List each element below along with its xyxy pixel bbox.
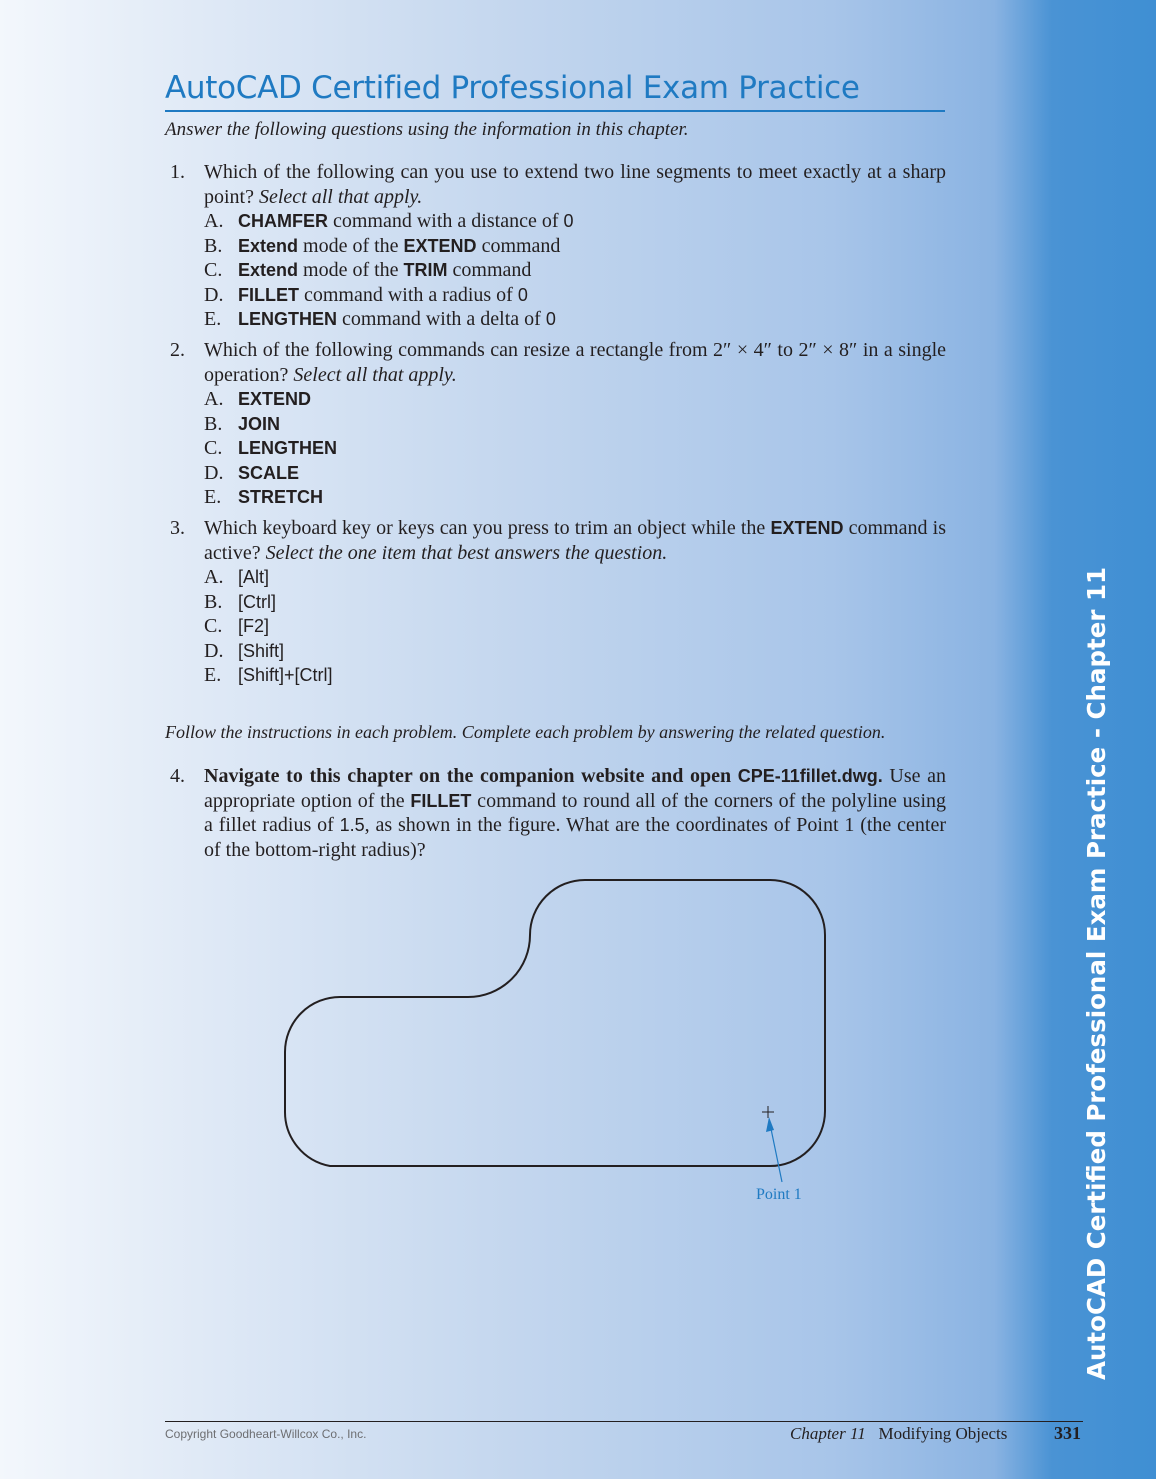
question-1 xyxy=(170,160,946,332)
answer-option-b: B. JOIN xyxy=(204,412,281,435)
question-number: 4. xyxy=(170,765,185,787)
footer-divider xyxy=(165,1421,1083,1422)
problem-4 xyxy=(170,764,952,862)
filleted-polyline xyxy=(285,880,825,1166)
answer-option-a: A. EXTEND xyxy=(204,388,312,410)
answer-option-d: D. SCALE xyxy=(204,461,300,484)
point-1-marker xyxy=(762,1106,774,1118)
answer-option-d: D. FILLET command with a radius of 0 xyxy=(204,283,528,306)
copyright-notice: Copyright Goodheart-Willcox Co., Inc. xyxy=(165,1427,367,1441)
question-stem: Which keyboard key or keys can you press to trim an object while the EXTEND command is active? Select the one item that best answers the question. xyxy=(204,517,951,564)
problem-instructions: Follow the instructions in each problem. Complete each problem by answering the related question. xyxy=(165,722,886,742)
answer-option-e: E. LENGTHEN command with a delta of 0 xyxy=(204,308,556,330)
answer-option-d: D. [Shift] xyxy=(204,639,285,662)
answer-option-a: A. CHAMFER command with a distance of 0 xyxy=(204,210,574,232)
page-number: 331 xyxy=(1054,1423,1081,1443)
question-number: 2. xyxy=(170,339,185,361)
side-tab-label: AutoCAD Certified Professional Exam Practice - Chapter 11 xyxy=(1082,566,1111,1380)
answer-option-e: E. [Shift]+[Ctrl] xyxy=(204,664,333,686)
answer-option-b: B. Extend mode of the EXTEND command xyxy=(204,234,561,257)
answer-option-c: C. [F2] xyxy=(204,615,270,637)
answer-option-b: B. [Ctrl] xyxy=(204,590,276,613)
answer-option-c: C. LENGTHEN xyxy=(204,437,337,459)
question-stem: Which of the following can you use to extend two line segments to meet exactly at a sharp point? Select all that apply. xyxy=(204,161,946,208)
question-2 xyxy=(170,338,946,510)
answer-option-e: E. STRETCH xyxy=(204,486,323,508)
point-1-label: Point 1 xyxy=(756,1186,802,1203)
point-1-leader xyxy=(766,1117,782,1182)
question-number: 3. xyxy=(170,517,185,539)
answer-option-a: A. [Alt] xyxy=(204,566,270,588)
problem-text: Navigate to this chapter on the companion website and open CPE-11fillet.dwg. Use an appropriate option of the FILLET command to round all of the corners of the polyline using a fillet radius of 1.5, as shown in the figure. What are the coordinates of Point 1 (the center of the bottom-right radius)? xyxy=(204,765,952,861)
question-stem: Which of the following commands can resize a rectangle from 2″ × 4″ to 2″ × 8″ in a single operation? Select all that apply. xyxy=(204,339,946,386)
answer-option-c: C. Extend mode of the TRIM command xyxy=(204,259,532,281)
intro-instructions: Answer the following questions using the information in this chapter. xyxy=(165,119,689,140)
question-3 xyxy=(170,516,951,688)
question-number: 1. xyxy=(170,161,185,183)
fillet-polyline-figure xyxy=(270,870,850,1210)
footer-chapter: Chapter 11 Modifying Objects xyxy=(790,1424,1008,1443)
page-title: AutoCAD Certified Professional Exam Practice xyxy=(165,70,945,112)
